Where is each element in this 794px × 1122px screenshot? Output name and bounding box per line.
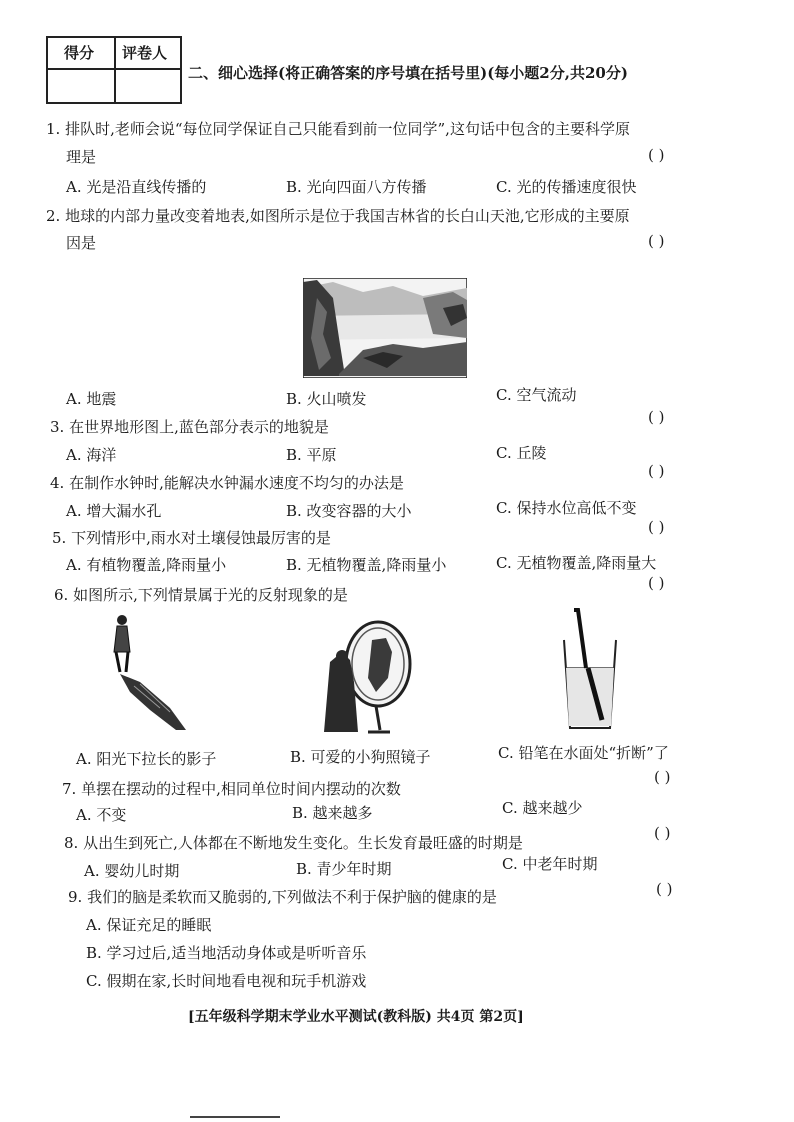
option-b: B. 无植物覆盖,降雨量小 (286, 556, 447, 574)
question-stem: 1. 排队时,老师会说“每位同学保证自己只能看到前一位同学”,这句话中包含的主要科学原 (46, 120, 630, 138)
section-title: 二、细心选择(将正确答案的序号填在括号里)(每小题2分,共20分) (188, 64, 628, 82)
option-b: B. 平原 (286, 446, 337, 464)
option-c: C. 丘陵 (496, 444, 547, 462)
question-stem: 7. 单摆在摆动的过程中,相同单位时间内摆动的次数 (62, 780, 401, 798)
option-a: A. 地震 (66, 390, 117, 408)
answer-blank[interactable]: ( ) (654, 824, 671, 842)
option-a: A. 婴幼儿时期 (84, 862, 180, 880)
option-b: B. 火山喷发 (286, 390, 367, 408)
answer-blank[interactable]: ( ) (648, 146, 665, 164)
option-b: B. 青少年时期 (296, 860, 392, 878)
option-a: A. 保证充足的睡眠 (86, 916, 212, 934)
option-c: C. 铅笔在水面处“折断”了 (498, 744, 669, 762)
grader-label: 评卷人 (122, 44, 168, 62)
table-divider (114, 38, 116, 102)
question-stem: 4. 在制作水钟时,能解决水钟漏水速度不均匀的办法是 (50, 474, 404, 492)
option-a: A. 有植物覆盖,降雨量小 (66, 556, 227, 574)
answer-blank[interactable]: ( ) (648, 462, 665, 480)
option-a: A. 光是沿直线传播的 (66, 178, 207, 196)
option-a: A. 不变 (76, 806, 127, 824)
option-c: C. 越来越少 (502, 799, 583, 817)
option-c: C. 保持水位高低不变 (496, 499, 637, 517)
page-footer: [五年级科学期末学业水平测试(教科版) 共4页 第2页] (188, 1009, 524, 1025)
question-stem: 8. 从出生到死亡,人体都在不断地发生变化。生长发育最旺盛的时期是 (64, 834, 523, 852)
option-c: C. 假期在家,长时间地看电视和玩手机游戏 (86, 972, 367, 990)
option-a: A. 增大漏水孔 (66, 502, 162, 520)
long-shadow-image (100, 612, 200, 732)
option-b: B. 越来越多 (292, 804, 373, 822)
option-c: C. 空气流动 (496, 386, 577, 404)
option-c: C. 光的传播速度很快 (496, 178, 637, 196)
option-c: C. 中老年时期 (502, 855, 598, 873)
score-table (46, 36, 182, 104)
pencil-in-water-image (556, 606, 626, 732)
option-c: C. 无植物覆盖,降雨量大 (496, 554, 657, 572)
puppy-mirror-image (320, 612, 430, 740)
answer-blank[interactable]: ( ) (648, 518, 665, 536)
question-stem: 理是 (66, 148, 97, 166)
option-b: B. 改变容器的大小 (286, 502, 412, 520)
question-stem: 2. 地球的内部力量改变着地表,如图所示是位于我国吉林省的长白山天池,它形成的主要原 (46, 207, 630, 225)
option-b: B. 学习过后,适当地活动身体或是听听音乐 (86, 944, 367, 962)
option-a: A. 海洋 (66, 446, 117, 464)
question-stem: 3. 在世界地形图上,蓝色部分表示的地貌是 (50, 418, 329, 436)
question-stem: 6. 如图所示,下列情景属于光的反射现象的是 (54, 586, 348, 604)
option-a: A. 阳光下拉长的影子 (76, 750, 217, 768)
answer-blank[interactable]: ( ) (648, 232, 665, 250)
question-stem: 9. 我们的脑是柔软而又脆弱的,下列做法不利于保护脑的健康的是 (68, 888, 497, 906)
answer-blank[interactable]: ( ) (648, 408, 665, 426)
score-label: 得分 (64, 44, 95, 62)
answer-blank[interactable]: ( ) (654, 768, 671, 786)
option-b: B. 可爱的小狗照镜子 (290, 748, 431, 766)
scan-edge-mark (190, 1116, 280, 1118)
tianchi-lake-image (303, 278, 467, 378)
option-b: B. 光向四面八方传播 (286, 178, 427, 196)
question-stem: 5. 下列情形中,雨水对土壤侵蚀最厉害的是 (52, 529, 331, 547)
answer-blank[interactable]: ( ) (656, 880, 673, 898)
answer-blank[interactable]: ( ) (648, 574, 665, 592)
question-stem: 因是 (66, 234, 97, 252)
